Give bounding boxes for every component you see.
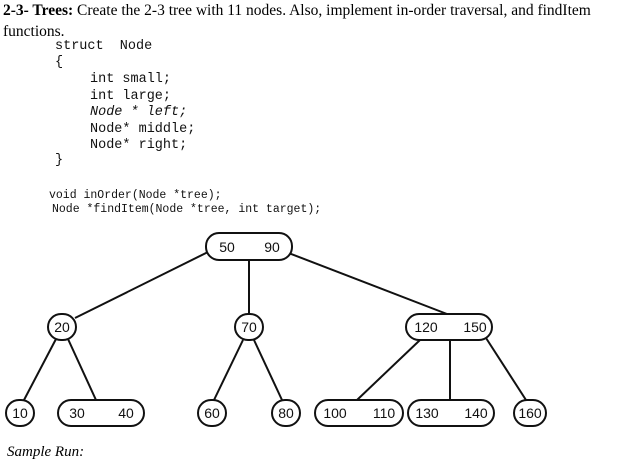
question-number: 2-3- Trees: bbox=[3, 2, 74, 19]
node-80-value: 80 bbox=[278, 405, 294, 421]
node-10-value: 10 bbox=[12, 405, 28, 421]
edge-120-150-to-160 bbox=[486, 338, 526, 400]
inorder-prototype: void inOrder(Node *tree); bbox=[49, 189, 222, 202]
node-20-value: 20 bbox=[54, 319, 70, 335]
edge-70-to-60 bbox=[214, 340, 243, 400]
finditem-prototype: Node *findItem(Node *tree, int target); bbox=[52, 203, 322, 216]
node-100-110-small: 100 bbox=[323, 405, 347, 421]
member-large: int large; bbox=[90, 89, 172, 104]
edge-120-150-to-100-110 bbox=[357, 340, 420, 400]
question-text: Create the 2-3 tree with 11 nodes. Also, implement in-order traversal, and findItem functions. bbox=[3, 2, 591, 40]
node-130-140-small: 130 bbox=[415, 405, 439, 421]
member-right: Node* right; bbox=[90, 138, 188, 153]
node-160-value: 160 bbox=[518, 405, 542, 421]
member-small: int small; bbox=[90, 72, 172, 87]
node-120-150-large: 150 bbox=[463, 319, 487, 335]
struct-declaration: struct Node bbox=[55, 39, 153, 54]
node-root-small: 50 bbox=[219, 239, 235, 255]
member-middle: Node* middle; bbox=[90, 122, 196, 137]
edge-20-to-30-40 bbox=[68, 339, 96, 400]
node-30-40-small: 30 bbox=[69, 405, 85, 421]
node-100-110-large: 110 bbox=[372, 405, 396, 421]
node-root-large: 90 bbox=[264, 239, 280, 255]
struct-close-brace: } bbox=[55, 153, 64, 168]
node-130-140-large: 140 bbox=[464, 405, 488, 421]
sample-run-label: Sample Run: bbox=[7, 444, 85, 460]
edge-70-to-80 bbox=[254, 340, 282, 400]
node-120-150-small: 120 bbox=[414, 319, 438, 335]
node-30-40-large: 40 bbox=[118, 405, 134, 421]
edge-root-to-120-150 bbox=[286, 252, 447, 314]
member-left: Node * left; bbox=[90, 105, 188, 120]
edge-root-to-20 bbox=[75, 252, 208, 318]
node-70-value: 70 bbox=[241, 319, 257, 335]
struct-open-brace: { bbox=[55, 55, 64, 70]
node-60-value: 60 bbox=[204, 405, 220, 421]
edge-20-to-10 bbox=[24, 339, 56, 400]
